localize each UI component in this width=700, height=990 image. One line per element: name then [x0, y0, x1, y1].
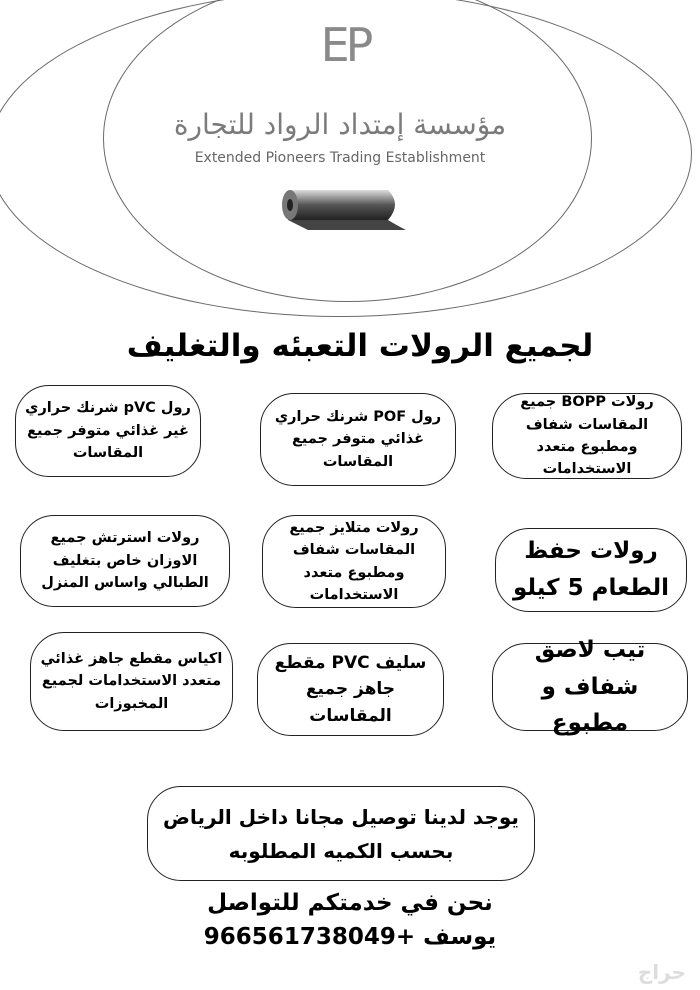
- product-text: رول pVC شرنك حراري غير غذائي متوفر جميع المقاسات: [25, 400, 191, 462]
- watermark: حراج: [637, 960, 686, 984]
- main-heading: لجميع الرولات التعبئه والتغليف: [126, 328, 594, 364]
- product-text: رولات حفظ الطعام 5 كيلو: [512, 538, 670, 601]
- contact-phone: يوسف +966561738049: [203, 924, 497, 950]
- company-name-english: Extended Pioneers Trading Establishment: [194, 150, 486, 166]
- product-box: [260, 393, 456, 486]
- product-text: رول POF شرنك حراري غذائي متوفر جميع المقاسات: [274, 408, 442, 470]
- product-box: [495, 528, 687, 612]
- product-text: رولات BOPP جميع المقاسات شفاف ومطبوع متعدد الاستخدامات: [520, 394, 654, 478]
- film-roll-image: [278, 182, 408, 232]
- logo: EP: [320, 18, 370, 72]
- product-text: رولات متلايز جميع المقاسات شفاف ومطبوع متعدد الاستخدامات: [289, 519, 419, 603]
- delivery-text: يوجد لدينا توصيل مجانا داخل الرياض بحسب الكميه المطلوبه: [163, 804, 519, 863]
- product-box: [20, 515, 230, 607]
- product-box: [15, 385, 201, 477]
- product-box: [492, 636, 688, 737]
- product-box: [257, 643, 444, 736]
- product-text: سليف PVC مقطع جاهز جميع المقاسات: [274, 652, 427, 726]
- delivery-notice: [147, 786, 535, 881]
- product-text: اكياس مقطع جاهز غذائي متعدد الاستخدامات لجميع المخبوزات: [40, 650, 223, 712]
- product-box: [262, 515, 446, 608]
- company-name-arabic: مؤسسة إمتداد الرواد للتجارة: [173, 108, 507, 141]
- product-text: رولات استرتش جميع الاوزان خاص بتغليف الطبالي واساس المنزل: [41, 530, 209, 592]
- product-text: تيب لاصق شفاف و مطبوع: [534, 636, 646, 737]
- product-box: [492, 393, 682, 479]
- contact-line: نحن في خدمتكم للتواصل: [207, 890, 493, 916]
- product-box: [30, 632, 233, 731]
